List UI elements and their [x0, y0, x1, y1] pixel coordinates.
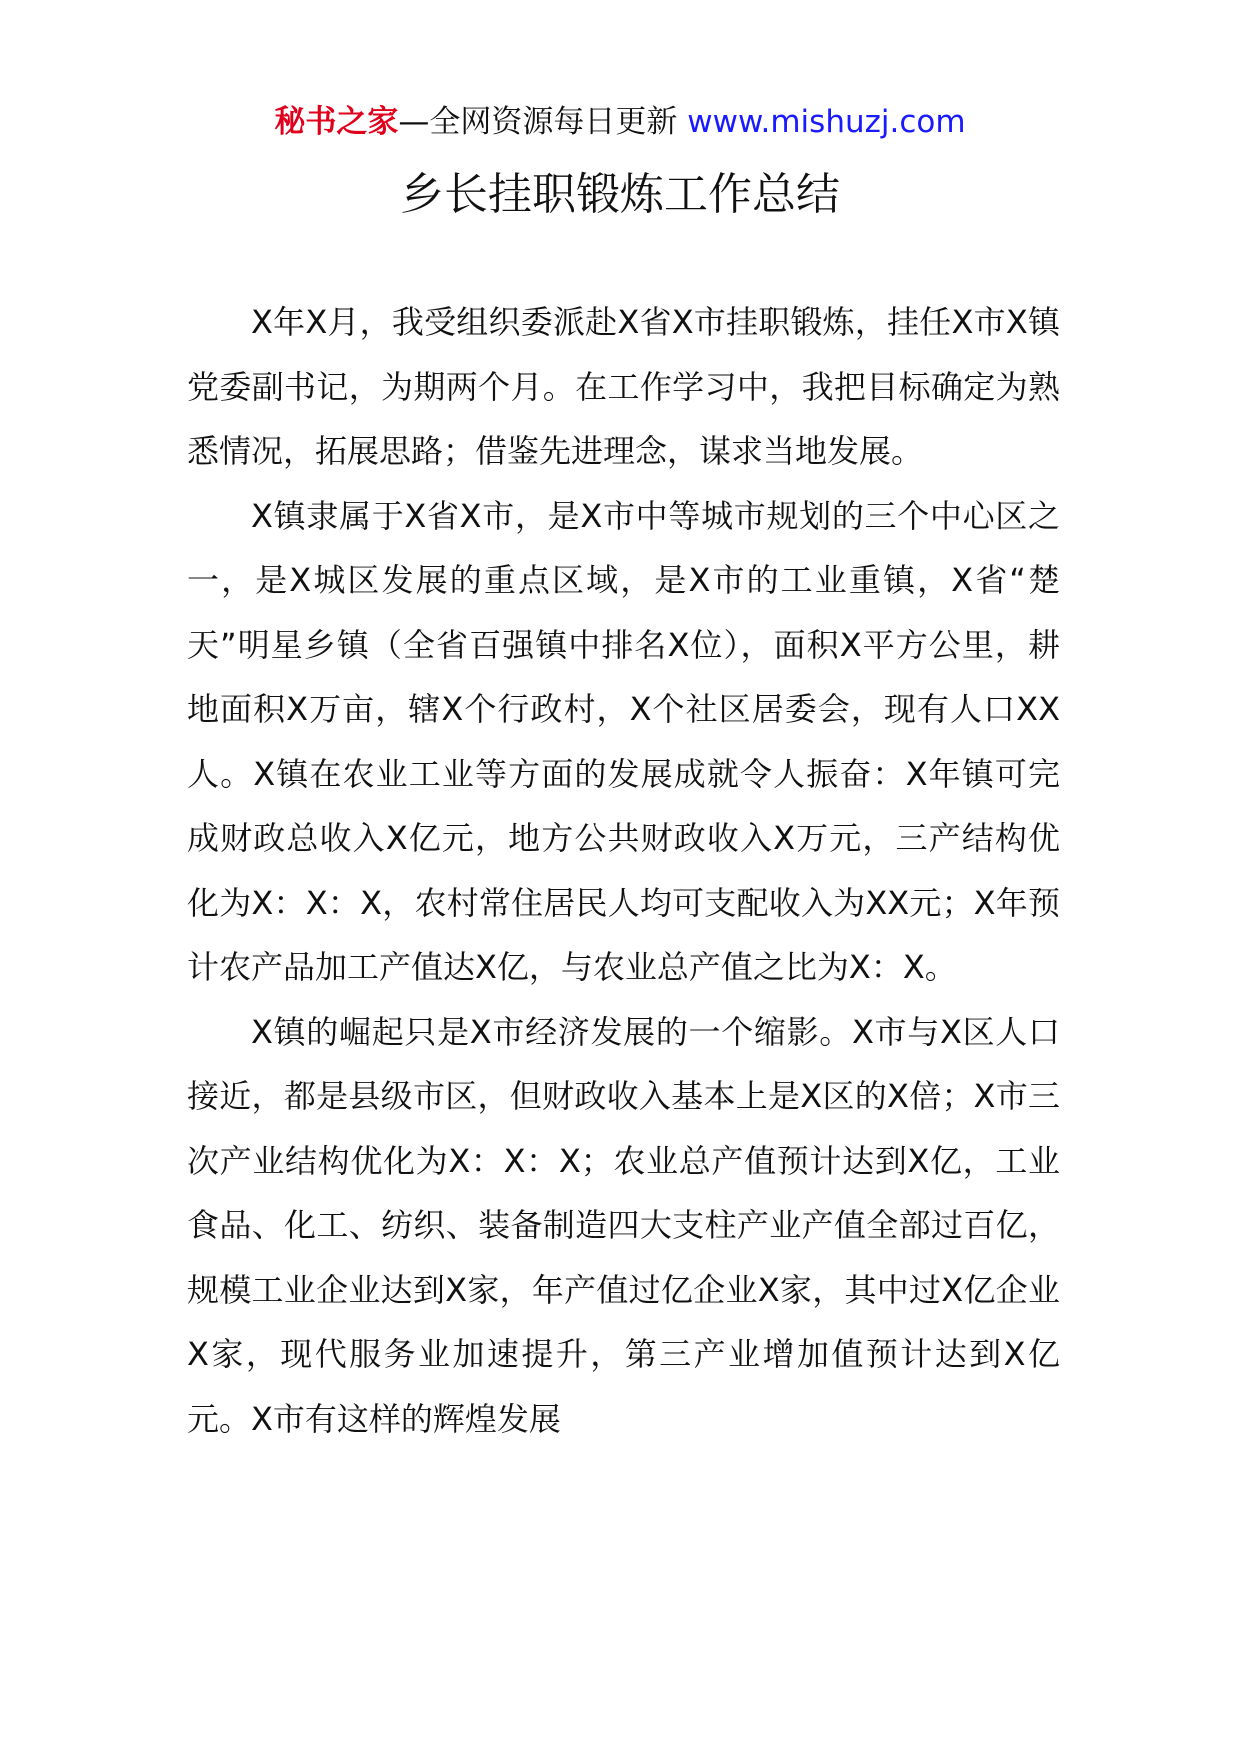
paragraph: X年X月，我受组织委派赴X省X市挂职锻炼，挂任X市X镇党委副书记，为期两个月。在工作学习中，我把目标确定为熟悉情况，拓展思路；借鉴先进理念，谋求当地发展。 — [187, 303, 1060, 470]
document-body — [187, 290, 1060, 1451]
document-title: 乡长挂职锻炼工作总结 — [400, 169, 840, 220]
paragraph: X镇隶属于X省X市，是X市中等城市规划的三个中心区之一，是X城区发展的重点区域，是X市的工业重镇，X省“楚天”明星乡镇（全省百强镇中排名X位），面积X平方公里，耕地面积X万亩，辖X个行政村，X个社区居委会，现有人口XX人。X镇在农业工业等方面的发展成就令人振奋：X年镇可完成财政总收入X亿元，地方公共财政收入X万元，三产结构优化为X：X：X，农村常住居民人均可支配收入为XX元；X年预计农产品加工产值达X亿，与农业总产值之比为X：X。 — [187, 496, 1060, 986]
site-header — [0, 100, 1240, 144]
header-tagline: —全网资源每日更新 — [398, 104, 688, 140]
paragraph: X镇的崛起只是X市经济发展的一个缩影。X市与X区人口接近，都是县级市区，但财政收入基本上是X区的X倍；X市三次产业结构优化为X：X：X；农业总产值预计达到X亿，工业食品、化工、纺织、装备制造四大支柱产业产值全部过百亿，规模工业企业达到X家，年产值过亿企业X家，其中过X亿企业X家，现代服务业加速提升，第三产业增加值预计达到X亿元。X市有这样的辉煌发展 — [187, 1012, 1060, 1438]
site-url-link[interactable]: www.mishuzj.com — [687, 104, 966, 140]
brand-name: 秘书之家 — [274, 104, 399, 140]
